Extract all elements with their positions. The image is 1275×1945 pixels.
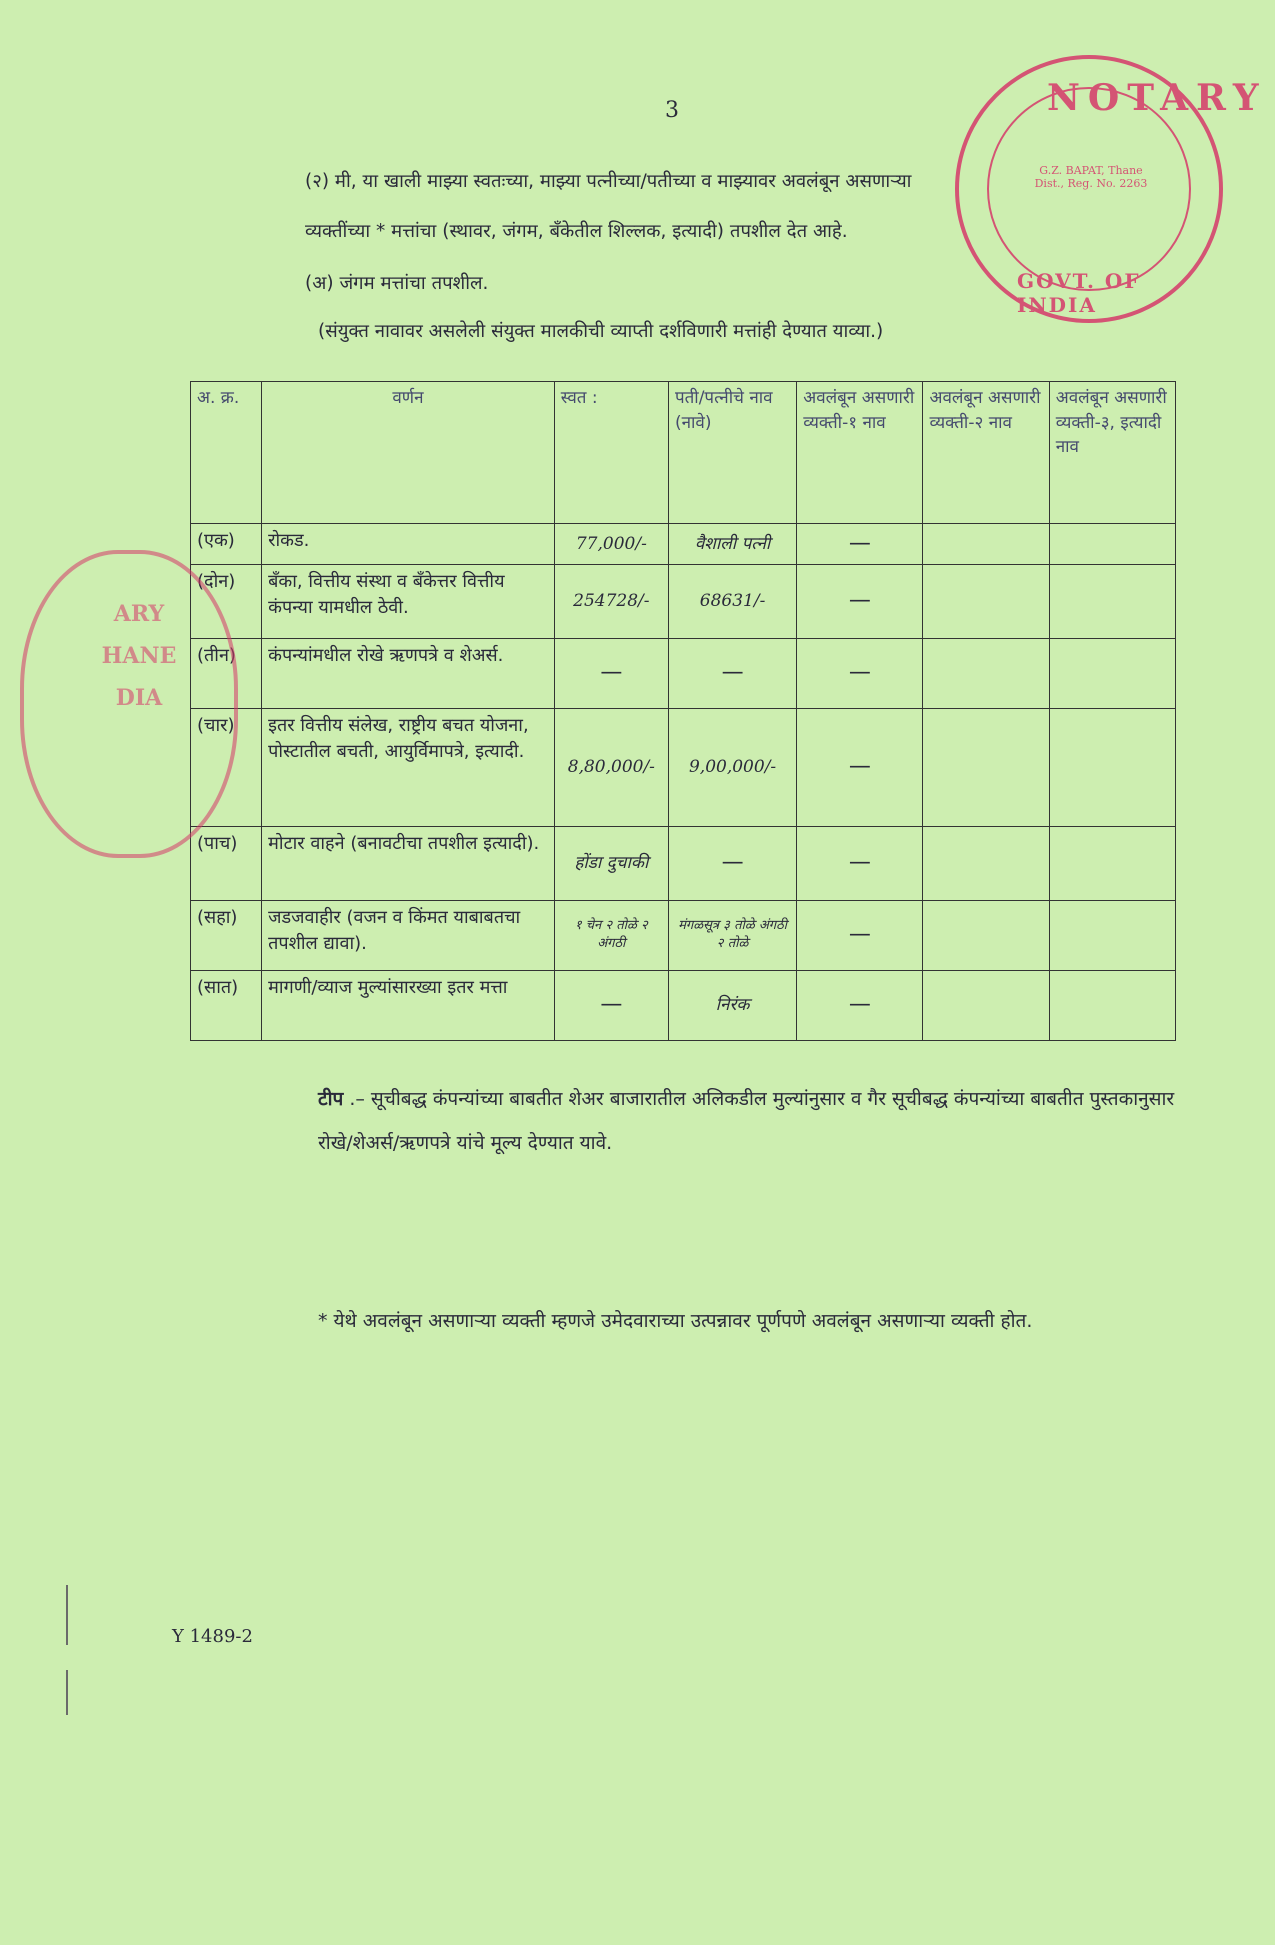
row-dependent-3-value	[1049, 970, 1175, 1040]
row-dependent-1-value: —	[797, 638, 923, 708]
row-description: मोटार वाहने (बनावटीचा तपशील इत्यादी).	[262, 826, 555, 900]
tip-text: .– सूचीबद्ध कंपन्यांच्या बाबतीत शेअर बाजारातील अलिकडील मुल्यांनुसार व गैर सूचीबद्ध कंपन्यांच्या बाबतीत पुस्तकानुसार रोखे/शेअर्स/ऋणपत्रे यांचे मूल्य देण्यात यावे.	[318, 1088, 1175, 1154]
header-dependent-3: अवलंबून असणारी व्यक्ती-३, इत्यादी नाव	[1049, 382, 1175, 524]
row-dependent-2-value	[923, 638, 1049, 708]
row-dependent-2-value	[923, 970, 1049, 1040]
tip-label: टीप	[318, 1088, 344, 1110]
row-serial: (पाच)	[191, 826, 262, 900]
stamp-top-text: NOTARY	[1047, 77, 1267, 119]
row-dependent-2-value	[923, 708, 1049, 826]
row-serial: (दोन)	[191, 564, 262, 638]
row-serial: (चार)	[191, 708, 262, 826]
dependent-definition-note: * येथे अवलंबून असणाऱ्या व्यक्ती म्हणजे उमेदवाराच्या उत्पन्नावर पूर्णपणे अवलंबून असणाऱ्या व्यक्ती होत.	[318, 1310, 1033, 1332]
faded-stamp-fragment	[20, 550, 238, 858]
table-header-row	[191, 382, 1176, 524]
row-dependent-3-value	[1049, 708, 1175, 826]
table-row	[191, 638, 1176, 708]
row-self-value: —	[554, 638, 668, 708]
tip-note	[318, 1078, 1178, 1165]
row-spouse-value: निरंक	[668, 970, 796, 1040]
row-self-value: —	[554, 970, 668, 1040]
table-row	[191, 708, 1176, 826]
row-dependent-1-value: —	[797, 564, 923, 638]
row-self-value: 8,80,000/-	[554, 708, 668, 826]
page-number: 3	[665, 98, 679, 123]
row-spouse-value: मंगळसूत्र ३ तोळे अंगठी २ तोळे	[668, 900, 796, 970]
row-dependent-1-value: —	[797, 826, 923, 900]
row-dependent-3-value	[1049, 638, 1175, 708]
row-serial: (एक)	[191, 524, 262, 565]
row-serial: (तीन)	[191, 638, 262, 708]
header-self: स्वत :	[554, 382, 668, 524]
row-description: मागणी/व्याज मुल्यांसारख्या इतर मत्ता	[262, 970, 555, 1040]
stamp-center-text: G.Z. BAPAT, Thane Dist., Reg. No. 2263	[1034, 164, 1148, 190]
row-spouse-value: —	[668, 826, 796, 900]
row-dependent-1-value: —	[797, 970, 923, 1040]
movable-assets-table	[190, 381, 1176, 1041]
table-row	[191, 524, 1176, 565]
intro-line-2: व्यक्तींच्या * मत्तांचा (स्थावर, जंगम, बँकेतील शिल्लक, इत्यादी) तपशील देत आहे.	[305, 221, 848, 242]
row-description: कंपन्यांमधील रोखे ऋणपत्रे व शेअर्स.	[262, 638, 555, 708]
intro-line-1: (२) मी, या खाली माझ्या स्वतःच्या, माझ्या पत्नीच्या/पतीच्या व माझ्यावर अवलंबून असणाऱ्या	[305, 171, 912, 192]
header-spouse: पती/पत्नीचे नाव (नावे)	[668, 382, 796, 524]
row-serial: (सहा)	[191, 900, 262, 970]
row-spouse-value: 9,00,000/-	[668, 708, 796, 826]
table-row	[191, 970, 1176, 1040]
notary-stamp	[955, 55, 1267, 323]
row-description: बँका, वित्तीय संस्था व बँकेत्तर वित्तीय कंपन्या यामधील ठेवी.	[262, 564, 555, 638]
stamp-bottom-text: GOVT. OF INDIA	[1017, 269, 1141, 317]
row-description: जडजवाहीर (वजन व किंमत याबाबतचा तपशील द्यावा).	[262, 900, 555, 970]
joint-ownership-note: (संयुक्त नावावर असलेली संयुक्त मालकीची व्याप्ती दर्शविणारी मत्तांही देण्यात याव्या.)	[318, 321, 884, 342]
row-self-value: 254728/-	[554, 564, 668, 638]
row-serial: (सात)	[191, 970, 262, 1040]
row-spouse-value: वैशाली पत्नी	[668, 524, 796, 565]
row-dependent-2-value	[923, 900, 1049, 970]
row-self-value: 77,000/-	[554, 524, 668, 565]
row-dependent-2-value	[923, 826, 1049, 900]
row-dependent-1-value: —	[797, 708, 923, 826]
form-code: Y 1489-2	[172, 1626, 253, 1647]
row-dependent-3-value	[1049, 524, 1175, 565]
header-serial: अ. क्र.	[191, 382, 262, 524]
row-spouse-value: —	[668, 638, 796, 708]
row-dependent-1-value: —	[797, 900, 923, 970]
row-dependent-2-value	[923, 564, 1049, 638]
row-dependent-2-value	[923, 524, 1049, 565]
table-row	[191, 826, 1176, 900]
faded-stamp-text: ARY HANE DIA	[101, 601, 177, 711]
row-description: इतर वित्तीय संलेख, राष्ट्रीय बचत योजना, पोस्टातील बचती, आयुर्विमापत्रे, इत्यादी.	[262, 708, 555, 826]
table-row	[191, 564, 1176, 638]
row-description: रोकड.	[262, 524, 555, 565]
margin-mark	[66, 1670, 68, 1715]
row-spouse-value: 68631/-	[668, 564, 796, 638]
row-dependent-1-value: —	[797, 524, 923, 565]
header-dependent-1: अवलंबून असणारी व्यक्ती-१ नाव	[797, 382, 923, 524]
row-dependent-3-value	[1049, 900, 1175, 970]
section-heading-movable-assets: (अ) जंगम मत्तांचा तपशील.	[305, 273, 489, 294]
header-dependent-2: अवलंबून असणारी व्यक्ती-२ नाव	[923, 382, 1049, 524]
row-self-value: होंडा दुचाकी	[554, 826, 668, 900]
header-description: वर्णन	[262, 382, 555, 524]
row-dependent-3-value	[1049, 564, 1175, 638]
margin-mark	[66, 1585, 68, 1645]
row-dependent-3-value	[1049, 826, 1175, 900]
table-row	[191, 900, 1176, 970]
row-self-value: १ चेन २ तोळे २ अंगठी	[554, 900, 668, 970]
